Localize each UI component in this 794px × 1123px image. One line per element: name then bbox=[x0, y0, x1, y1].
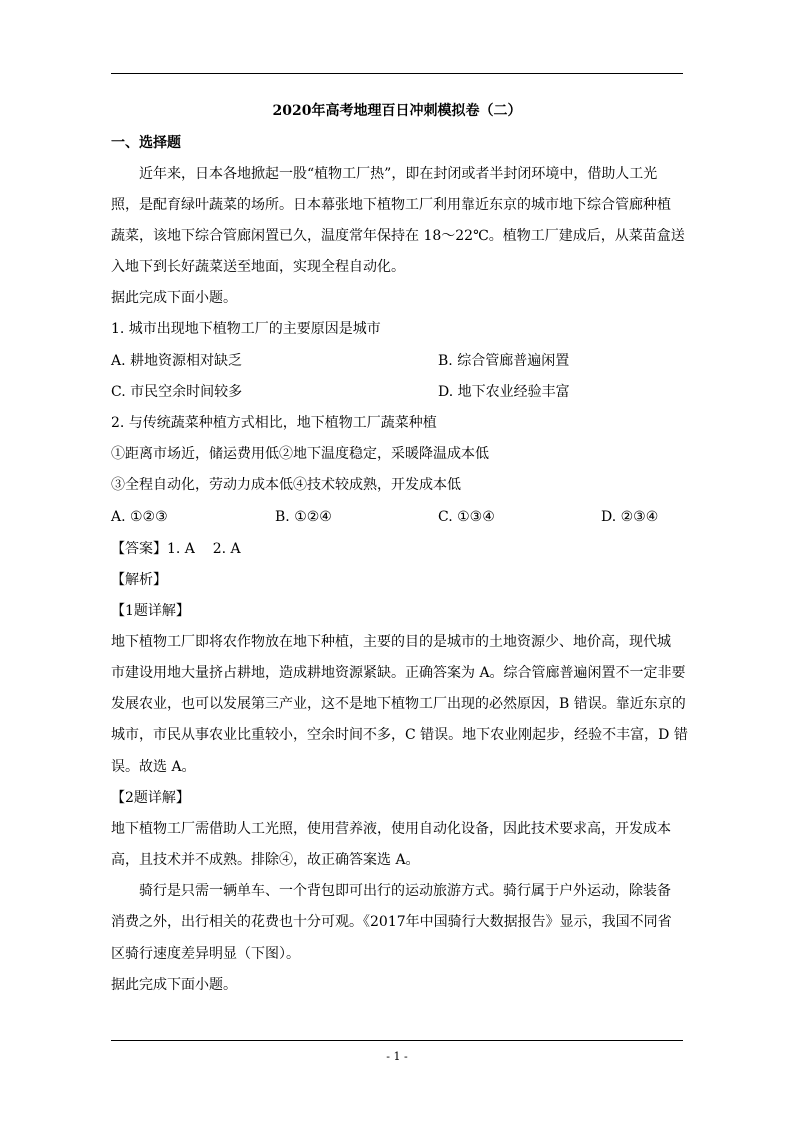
passage2-prompt: 据此完成下面小题。 bbox=[111, 977, 237, 993]
passage1-line: 蔬菜，该地下综合管廊闲置已久，温度常年保持在 18～22℃。植物工厂建成后，从菜苗盒送 bbox=[111, 228, 685, 244]
footer-rule bbox=[111, 1040, 683, 1041]
question-2-option-a: A. ①②③ bbox=[111, 509, 168, 525]
question-2-statement: ①距离市场近，储运费用低②地下温度稳定，采暖降温成本低 bbox=[111, 446, 489, 462]
passage1-line: 照，是配育绿叶蔬菜的场所。日本幕张地下植物工厂利用靠近东京的城市地下综合管廊种植 bbox=[111, 197, 671, 213]
passage1-line: 近年来，日本各地掀起一股“植物工厂热”，即在封闭或者半封闭环境中，借助人工光 bbox=[139, 166, 658, 182]
section-heading: 一、选择题 bbox=[111, 135, 181, 151]
document-title: 2020年高考地理百日冲刺模拟卷（二） bbox=[272, 103, 522, 119]
question-1-option-d: D. 地下农业经验丰富 bbox=[438, 384, 570, 400]
passage2-line: 消费之外，出行相关的花费也十分可观。《2017年中国骑行大数据报告》显示，我国不同省 bbox=[111, 914, 672, 930]
detail-1-line: 发展农业，也可以发展第三产业，这不是地下植物工厂出现的必然原因，B 错误。靠近东京的 bbox=[111, 696, 686, 712]
header-rule bbox=[111, 73, 683, 74]
detail-1-line: 误。故选 A。 bbox=[111, 759, 196, 775]
detail-1-label: 【1题详解】 bbox=[111, 603, 190, 619]
detail-1-line: 市建设用地大量挤占耕地，造成耕地资源紧缺。正确答案为 A。综合管廊普遍闲置不一定非要 bbox=[111, 665, 686, 681]
question-1-option-b: B. 综合管廊普遍闲置 bbox=[438, 353, 570, 369]
detail-2-line: 地下植物工厂需借助人工光照，使用营养液，使用自动化设备，因此技术要求高，开发成本 bbox=[111, 821, 671, 837]
question-2-option-d: D. ②③④ bbox=[601, 509, 659, 525]
passage2-line: 区骑行速度差异明显（下图）。 bbox=[111, 946, 300, 962]
question-2-option-c: C. ①③④ bbox=[438, 509, 495, 525]
analysis-label: 【解析】 bbox=[111, 572, 167, 588]
page-number: - 1 - bbox=[386, 1050, 408, 1063]
answer-line bbox=[111, 540, 241, 558]
detail-2-label: 【2题详解】 bbox=[111, 790, 190, 806]
passage1-line: 入地下到长好蔬菜送至地面，实现全程自动化。 bbox=[111, 259, 405, 275]
question-2-option-b: B. ①②④ bbox=[275, 509, 332, 525]
question-1-option-c: C. 市民空余时间较多 bbox=[111, 384, 243, 400]
answer-label: 【答案】 bbox=[111, 541, 167, 557]
detail-1-line: 地下植物工厂即将农作物放在地下种植，主要的目的是城市的土地资源少、地价高，现代城 bbox=[111, 634, 671, 650]
question-1-stem: 1. 城市出现地下植物工厂的主要原因是城市 bbox=[111, 321, 381, 337]
detail-2-line: 高，且技术并不成熟。排除④，故正确答案选 A。 bbox=[111, 852, 420, 868]
answer-values: 1. A 2. A bbox=[167, 541, 241, 557]
detail-1-line: 城市，市民从事农业比重较小，空余时间不多，C 错误。地下农业刚起步，经验不丰富，D 错 bbox=[111, 727, 688, 743]
passage1-prompt: 据此完成下面小题。 bbox=[111, 290, 237, 306]
passage2-line: 骑行是只需一辆单车、一个背包即可出行的运动旅游方式。骑行属于户外运动，除装备 bbox=[139, 883, 671, 899]
question-1-option-a: A. 耕地资源相对缺乏 bbox=[111, 353, 243, 369]
question-2-stem: 2. 与传统蔬菜种植方式相比，地下植物工厂蔬菜种植 bbox=[111, 415, 437, 431]
question-2-statement: ③全程自动化，劳动力成本低④技术较成熟，开发成本低 bbox=[111, 477, 461, 493]
